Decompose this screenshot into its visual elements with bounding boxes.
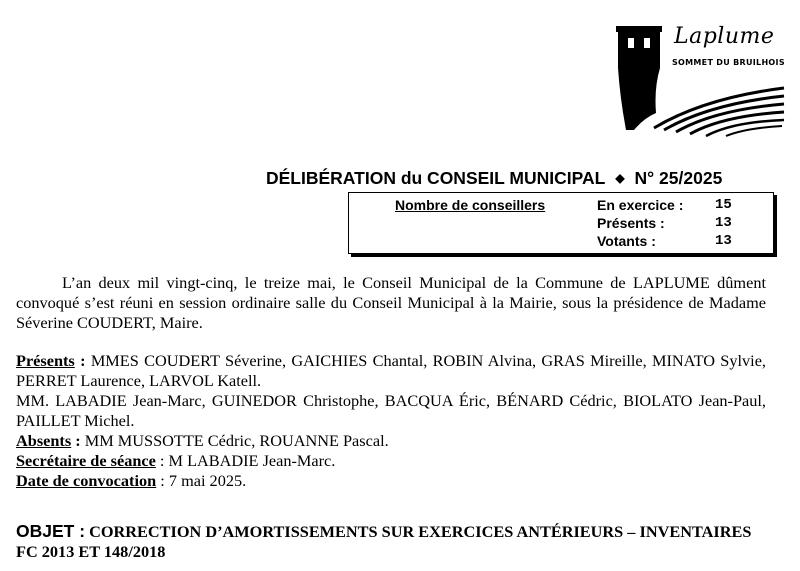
presents-label: Présents (16, 351, 75, 370)
secretaire-line (16, 451, 766, 471)
presents-line (16, 351, 766, 391)
secretaire-name: M LABADIE Jean-Marc. (168, 451, 336, 470)
laplume-logo (614, 18, 794, 138)
convocation-line (16, 471, 766, 491)
objet-heading (16, 521, 776, 562)
councillors-label: Nombre de conseillers (395, 197, 546, 213)
objet-label: OBJET : (16, 521, 86, 541)
presents-names: MMES COUDERT Séverine, GAICHIES Chantal, ROBIN Alvina, GRAS Mireille, MINATO Sylvie, PERRET Laurence, LARVOL Katell. (16, 351, 766, 390)
page-title (266, 168, 722, 189)
absents-label: Absents (16, 431, 72, 450)
logo-tagline: SOMMET DU BRUILHOIS (672, 58, 785, 67)
count-value-votants: 13 (715, 233, 732, 249)
convocation-label: Date de convocation (16, 471, 157, 490)
presents-separator: : (74, 351, 91, 370)
councillors-count-box (348, 192, 774, 254)
secretaire-label: Secrétaire de séance (16, 451, 156, 470)
deliberation-number: N° 25/2025 (634, 168, 723, 188)
absents-line (16, 431, 766, 451)
logo-name: Laplume (674, 24, 775, 49)
men-present-line: MM. LABADIE Jean-Marc, GUINEDOR Christophe, BACQUA Éric, BÉNARD Cédric, BIOLATO Jean-Paul, PAILLET Michel. (16, 391, 766, 430)
count-value-en-exercice: 15 (715, 197, 732, 213)
absents-names: MM MUSSOTTE Cédric, ROUANNE Pascal. (84, 431, 389, 450)
count-key-presents: Présents : (597, 215, 665, 231)
intro-paragraph: L’an deux mil vingt-cinq, le treize mai, le Conseil Municipal de la Commune de LAPLUME dûment convoqué s’est réuni en session ordinaire salle du Conseil Municipal à la Mairie, sous la présidence de Madame Séverine COUDERT, Maire. (16, 273, 766, 332)
attendance-section (16, 351, 766, 491)
objet-text: CORRECTION D’AMORTISSEMENTS SUR EXERCICES ANTÉRIEURS – INVENTAIRES FC 2013 ET 148/2018 (16, 522, 752, 561)
count-key-en-exercice: En exercice : (597, 197, 684, 213)
diamond-separator-icon: ◆ (615, 171, 625, 185)
deliberation-title: DÉLIBÉRATION du CONSEIL MUNICIPAL (266, 168, 606, 188)
convocation-date: 7 mai 2025. (168, 471, 247, 490)
count-value-presents: 13 (715, 215, 732, 231)
absents-separator: : (71, 431, 85, 450)
count-key-votants: Votants : (597, 233, 656, 249)
secretaire-separator: : (155, 451, 169, 470)
convocation-separator: : (156, 471, 169, 490)
